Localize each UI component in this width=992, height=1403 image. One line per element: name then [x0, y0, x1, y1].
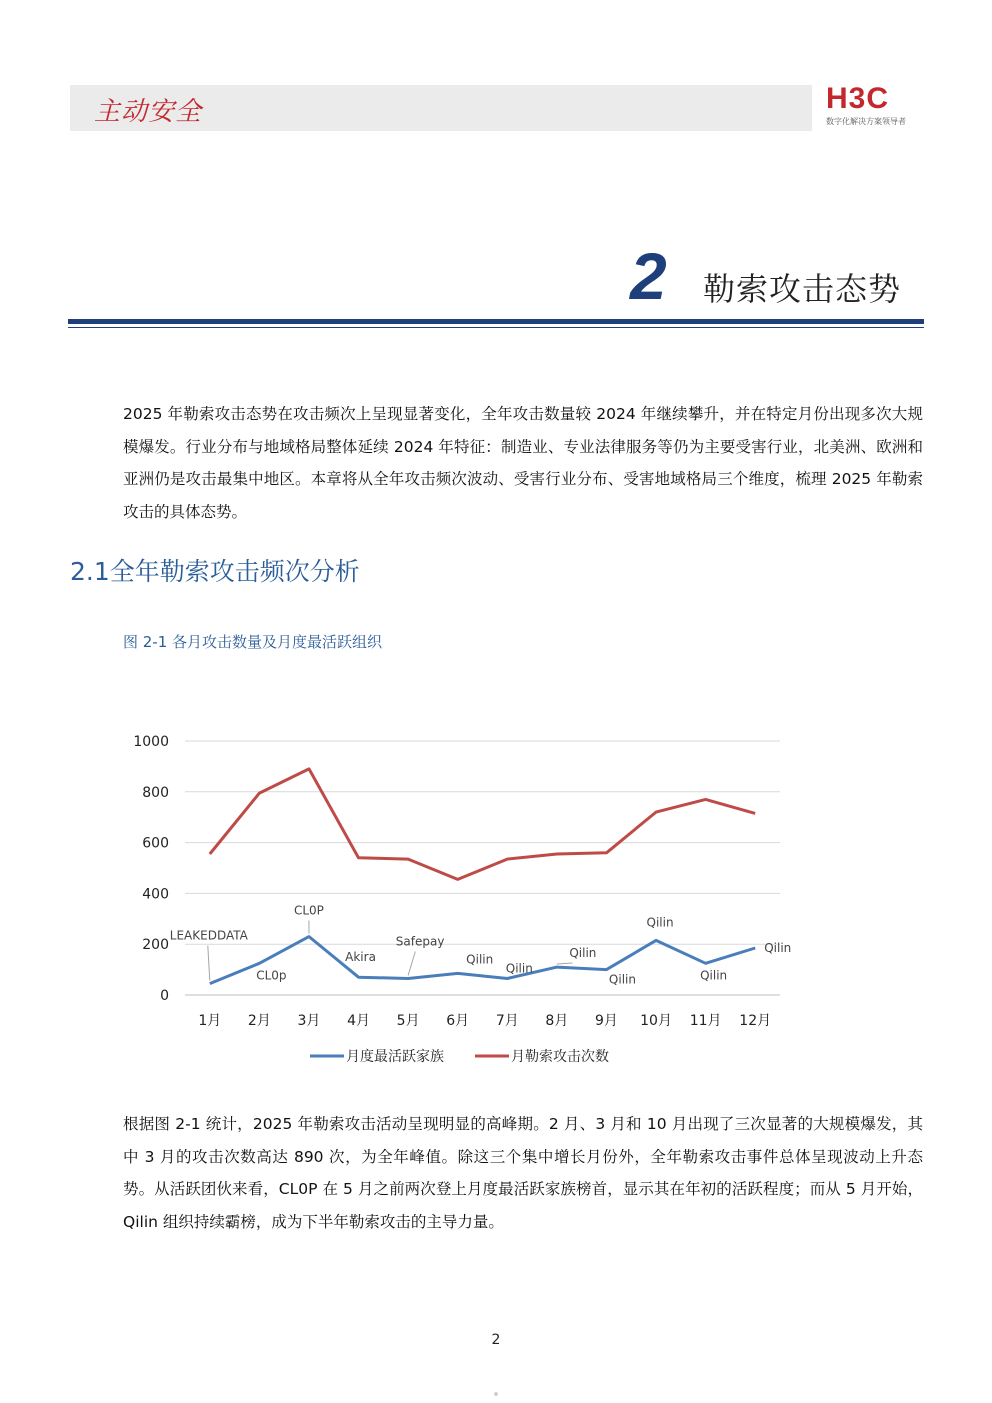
y-tick-label: 200	[142, 937, 169, 954]
chapter-number: 2	[630, 239, 667, 313]
logo-tagline: 数字化解决方案领导者	[826, 117, 906, 126]
x-tick-label: 4月	[347, 1013, 371, 1029]
chapter-rule-thin	[68, 327, 924, 328]
x-tick-label: 3月	[297, 1013, 321, 1029]
x-tick-label: 5月	[396, 1013, 420, 1029]
y-tick-label: 1000	[133, 734, 169, 750]
data-label: Akira	[345, 950, 376, 965]
intro-paragraph: 2025 年勒索攻击态势在攻击频次上呈现显著变化，全年攻击数量较 2024 年继续攀升，并在特定月份出现多次大规模爆发。行业分布与地域格局整体延续 2024 年特征：制造业、专业法律服务等仍为主要受害行业，北美洲、欧洲和亚洲仍是攻击最集中地区。本章将从全年攻击频次波动、受害行业分布、受害地域格局三个维度，梳理 2025 年勒索攻击的具体态势。	[123, 405, 923, 521]
data-label: Qilin	[466, 952, 494, 967]
h3c-logo	[826, 84, 922, 130]
y-tick-label: 400	[142, 886, 169, 903]
data-label: Qilin	[505, 961, 533, 976]
header-band	[70, 85, 812, 131]
y-tick-label: 0	[160, 988, 169, 1004]
legend-label: 月勒索攻击次数	[511, 1049, 609, 1065]
data-label: Qilin	[646, 915, 674, 930]
y-tick-label: 600	[142, 835, 169, 852]
x-tick-label: 9月	[594, 1013, 618, 1029]
data-label: LEAKEDDATA	[169, 928, 248, 943]
chapter-title: 勒索攻击态势	[703, 270, 902, 308]
x-tick-label: 6月	[446, 1013, 470, 1029]
data-label-leader	[408, 951, 415, 975]
data-label: Qilin	[700, 968, 728, 983]
data-label: CL0p	[256, 968, 287, 983]
y-tick-label: 800	[142, 784, 169, 801]
x-tick-label: 11月	[689, 1013, 722, 1029]
x-tick-label: 12月	[739, 1013, 772, 1029]
series-line-monthly-attacks	[210, 769, 755, 880]
x-tick-label: 1月	[198, 1013, 222, 1029]
x-tick-label: 8月	[545, 1013, 569, 1029]
attack-line-chart	[120, 725, 820, 1080]
figure-caption: 图 2-1 各月攻击数量及月度最活跃组织	[123, 633, 383, 651]
logo-mark: H3C	[826, 82, 890, 115]
data-label: Qilin	[764, 941, 792, 956]
data-label: CL0P	[293, 903, 324, 918]
data-label: Qilin	[569, 946, 597, 961]
analysis-paragraph: 根据图 2-1 统计，2025 年勒索攻击活动呈现明显的高峰期。2 月、3 月和 10 月出现了三次显著的大规模爆发，其中 3 月的攻击次数高达 890 次，为全年峰值。除这三个集中增长月份外，全年勒索攻击事件总体呈现波动上升态势。从活跃团伙来看，CL0P 在 5 月之前两次登上月度最活跃家族榜首，显示其在年初的活跃程度；而从 5 月开始，Qilin 组织持续霸榜，成为下半年勒索攻击的主导力量。	[123, 1115, 923, 1231]
bottom-dot	[494, 1392, 498, 1396]
x-tick-label: 10月	[640, 1013, 672, 1029]
data-label-leader	[557, 963, 573, 964]
legend-label: 月度最活跃家族	[346, 1049, 444, 1065]
section-title: 2.1全年勒索攻击频次分析	[70, 557, 360, 586]
page-number: 2	[491, 1332, 501, 1348]
x-tick-label: 2月	[247, 1013, 271, 1029]
data-label: Safepay	[395, 934, 445, 949]
chapter-rule-thick	[68, 319, 924, 324]
data-label: Qilin	[608, 972, 636, 987]
data-label-leader	[208, 946, 210, 981]
header-title: 主动安全	[94, 97, 203, 127]
x-tick-label: 7月	[495, 1013, 519, 1029]
